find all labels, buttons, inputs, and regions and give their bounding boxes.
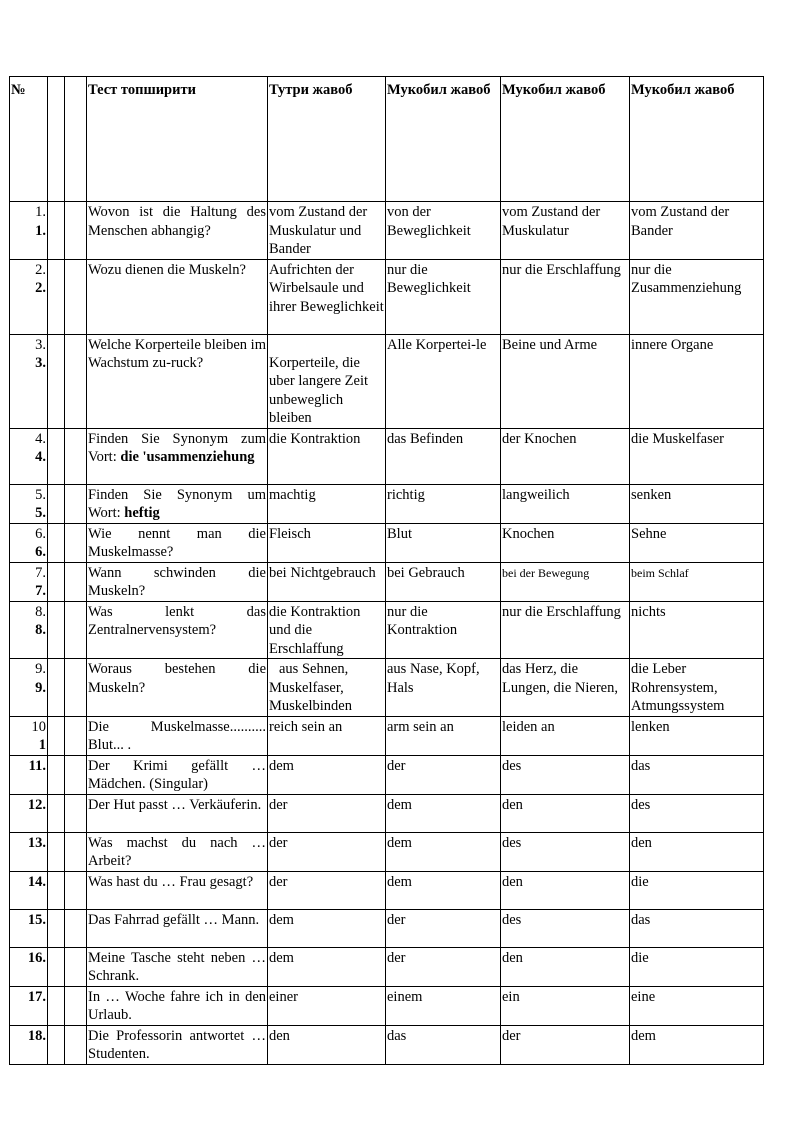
table-row xyxy=(10,794,764,832)
row-number-bold: 3. xyxy=(35,355,46,371)
correct-answer-cell: machtig xyxy=(268,484,386,523)
alternative-3-cell: lenken xyxy=(630,716,764,755)
alternative-3-cell: des xyxy=(630,794,764,832)
alternative-1-cell: arm sein an xyxy=(386,716,501,755)
row-number xyxy=(10,601,48,659)
quiz-table xyxy=(9,76,764,1065)
alternative-1-cell: dem xyxy=(386,871,501,909)
question-cell xyxy=(87,259,268,334)
spacer-cell xyxy=(48,334,65,428)
alternative-2-cell: Knochen xyxy=(501,523,630,562)
alternative-1-cell: das Befinden xyxy=(386,428,501,484)
correct-answer-cell: den xyxy=(268,1025,386,1064)
question-cell xyxy=(87,947,268,986)
alternative-1-cell: Alle Korpertei-le xyxy=(386,334,501,428)
question-text: Was lenkt das Zentralnervensystem? xyxy=(88,603,266,638)
row-number-bold: 15. xyxy=(27,911,46,928)
correct-answer-cell: dem xyxy=(268,909,386,947)
alternative-3-cell: das xyxy=(630,755,764,794)
alternative-3-cell: vom Zustand der Bander xyxy=(630,202,764,260)
row-number-text: 4. xyxy=(35,430,46,447)
alternative-1-cell: einem xyxy=(386,986,501,1025)
alternative-1-cell: das xyxy=(386,1025,501,1064)
spacer-cell xyxy=(48,755,65,794)
spacer-cell xyxy=(48,947,65,986)
question-cell xyxy=(87,794,268,832)
header-spacer xyxy=(65,77,87,202)
alternative-3-cell: innere Organe xyxy=(630,334,764,428)
alternative-1-cell: dem xyxy=(386,832,501,871)
alternative-1-cell: Blut xyxy=(386,523,501,562)
row-number xyxy=(10,523,48,562)
question-cell xyxy=(87,659,268,717)
correct-answer-cell: dem xyxy=(268,755,386,794)
alternative-1-cell: der xyxy=(386,909,501,947)
spacer-cell xyxy=(48,909,65,947)
alternative-2-cell: leiden an xyxy=(501,716,630,755)
row-number xyxy=(10,832,48,871)
correct-answer-cell: Aufrichten der Wirbelsaule und ihrer Beweglichkeit xyxy=(268,259,386,334)
row-number xyxy=(10,1025,48,1064)
header-correct-answer: Тутри жавоб xyxy=(268,77,386,202)
spacer-cell xyxy=(65,1025,87,1064)
row-number-text: 9. xyxy=(35,661,46,677)
correct-answer-cell: Fleisch xyxy=(268,523,386,562)
alternative-2-cell: der Knochen xyxy=(501,428,630,484)
question-text: Was hast du … Frau gesagt? xyxy=(88,873,254,890)
alternative-3-cell: Sehne xyxy=(630,523,764,562)
spacer-cell xyxy=(65,523,87,562)
row-number xyxy=(10,259,48,334)
alternative-1-cell: bei Gebrauch xyxy=(386,562,501,601)
correct-answer-cell: aus Sehnen, Muskelfaser, Muskelbinden xyxy=(268,659,386,717)
spacer-cell xyxy=(65,601,87,659)
spacer-cell xyxy=(65,909,87,947)
alternative-1-cell: dem xyxy=(386,794,501,832)
table-row xyxy=(10,871,764,909)
alternative-2-cell: des xyxy=(501,909,630,947)
alternative-3-cell: eine xyxy=(630,986,764,1025)
alternative-2-cell: nur die Erschlaffung xyxy=(501,259,630,334)
table-row xyxy=(10,986,764,1025)
alternative-2-cell: nur die Erschlaffung xyxy=(501,601,630,659)
row-number-bold: 14. xyxy=(27,873,46,890)
alternative-2-cell: vom Zustand der Muskulatur xyxy=(501,202,630,260)
question-text: Welche Korperteile bleiben im Wachstum zu-ruck? xyxy=(88,336,266,371)
question-text: Der Krimi gefällt … Mädchen. (Singular) xyxy=(88,757,266,792)
row-number-text: 1. xyxy=(35,204,46,220)
correct-answer-cell: bei Nichtgebrauch xyxy=(268,562,386,601)
question-keyword: die 'usammenziehung xyxy=(120,449,255,465)
question-text: Wozu dienen die Muskeln? xyxy=(88,261,246,278)
alternative-3-cell: das xyxy=(630,909,764,947)
row-number-text: 2. xyxy=(35,261,46,278)
alternative-1-cell: der xyxy=(386,755,501,794)
row-number xyxy=(10,562,48,601)
spacer-cell xyxy=(48,259,65,334)
row-number-bold: 1 xyxy=(38,737,46,753)
alternative-3-cell: die xyxy=(630,871,764,909)
alternative-3-cell: den xyxy=(630,832,764,871)
question-text: Wann schwinden die Muskeln? xyxy=(88,564,266,599)
alternative-2-cell: den xyxy=(501,871,630,909)
question-text: Meine Tasche steht neben … Schrank. xyxy=(88,949,266,984)
alternative-1-cell: aus Nase, Kopf, Hals xyxy=(386,659,501,717)
table-row xyxy=(10,259,764,334)
table-row xyxy=(10,334,764,428)
spacer-cell xyxy=(65,562,87,601)
row-number xyxy=(10,484,48,523)
question-text: Woraus bestehen die Muskeln? xyxy=(88,661,266,696)
row-number-bold: 1. xyxy=(35,222,46,239)
correct-answer-cell: die Kontraktion xyxy=(268,428,386,484)
alternative-3-cell: die Leber Rohrensystem, Atmungssystem xyxy=(630,659,764,717)
correct-answer-cell: die Kontraktion und die Erschlaffung xyxy=(268,601,386,659)
row-number xyxy=(10,871,48,909)
question-text: In … Woche fahre ich in den Urlaub. xyxy=(88,988,266,1023)
row-number-bold: 4. xyxy=(35,449,46,465)
alternative-1-cell: nur die Kontraktion xyxy=(386,601,501,659)
row-number-text: 8. xyxy=(35,603,46,620)
row-number xyxy=(10,202,48,260)
spacer-cell xyxy=(65,947,87,986)
alternative-1-cell: nur die Beweglichkeit xyxy=(386,259,501,334)
spacer-cell xyxy=(48,832,65,871)
spacer-cell xyxy=(48,794,65,832)
question-cell xyxy=(87,871,268,909)
question-cell xyxy=(87,1025,268,1064)
table-row xyxy=(10,601,764,659)
correct-answer-cell: der xyxy=(268,832,386,871)
row-number-bold: 17. xyxy=(27,988,46,1005)
question-text: Der Hut passt … Verkäuferin. xyxy=(88,796,262,813)
correct-answer-cell: vom Zustand der Muskulatur und Bander xyxy=(268,202,386,260)
question-cell xyxy=(87,986,268,1025)
header-row xyxy=(10,77,764,202)
row-number-bold: 6. xyxy=(35,544,46,560)
alternative-2-cell: des xyxy=(501,755,630,794)
row-number-text: 10 xyxy=(31,718,46,735)
spacer-cell xyxy=(65,832,87,871)
spacer-cell xyxy=(65,659,87,717)
header-alternative-1: Мукобил жавоб xyxy=(386,77,501,202)
row-number-bold: 13. xyxy=(27,834,46,851)
row-number-bold: 12. xyxy=(27,796,46,813)
spacer-cell xyxy=(65,428,87,484)
alternative-2-cell: der xyxy=(501,1025,630,1064)
row-number-bold: 7. xyxy=(35,583,46,599)
question-cell xyxy=(87,832,268,871)
spacer-cell xyxy=(65,334,87,428)
question-text: Wovon ist die Haltung des Menschen abhangig? xyxy=(88,204,266,239)
question-cell xyxy=(87,601,268,659)
row-number xyxy=(10,794,48,832)
question-text: Das Fahrrad gefällt … Mann. xyxy=(88,911,260,928)
table-row xyxy=(10,484,764,523)
alternative-3-cell: die xyxy=(630,947,764,986)
spacer-cell xyxy=(48,202,65,260)
question-text: Die Professorin antwortet … Studenten. xyxy=(88,1027,266,1062)
spacer-cell xyxy=(48,871,65,909)
table-row xyxy=(10,659,764,717)
spacer-cell xyxy=(48,716,65,755)
question-text: Was machst du nach … Arbeit? xyxy=(88,834,266,869)
table-row xyxy=(10,1025,764,1064)
row-number xyxy=(10,909,48,947)
correct-answer-cell: der xyxy=(268,794,386,832)
spacer-cell xyxy=(65,755,87,794)
question-cell xyxy=(87,428,268,484)
table-row xyxy=(10,202,764,260)
question-cell xyxy=(87,562,268,601)
table-row xyxy=(10,909,764,947)
row-number xyxy=(10,428,48,484)
row-number-bold: 18. xyxy=(27,1027,46,1044)
table-row xyxy=(10,832,764,871)
row-number-text: 3. xyxy=(35,336,46,353)
alternative-2-cell: den xyxy=(501,794,630,832)
question-cell xyxy=(87,523,268,562)
row-number xyxy=(10,334,48,428)
spacer-cell xyxy=(65,202,87,260)
question-cell xyxy=(87,909,268,947)
spacer-cell xyxy=(48,986,65,1025)
question-text: Die Muskelmasse.......... Blut... . xyxy=(88,718,266,753)
question-cell xyxy=(87,202,268,260)
spacer-cell xyxy=(65,794,87,832)
header-number: № xyxy=(10,77,48,202)
alternative-3-cell: nur die Zusammenziehung xyxy=(630,259,764,334)
row-number-bold: 11. xyxy=(28,757,46,774)
alternative-2-cell: das Herz, die Lungen, die Nieren, xyxy=(501,659,630,717)
row-number-text: 6. xyxy=(35,525,46,542)
question-text: Finden Sie Synonym um Wort: xyxy=(88,486,266,521)
alternative-3-cell: nichts xyxy=(630,601,764,659)
row-number-bold: 5. xyxy=(35,505,46,521)
question-cell xyxy=(87,755,268,794)
table-row xyxy=(10,716,764,755)
correct-answer-cell: dem xyxy=(268,947,386,986)
alternative-2-cell: den xyxy=(501,947,630,986)
alternative-1-cell: richtig xyxy=(386,484,501,523)
alternative-3-cell: senken xyxy=(630,484,764,523)
spacer-cell xyxy=(65,986,87,1025)
alternative-2-cell: langweilich xyxy=(501,484,630,523)
row-number-text: 5. xyxy=(35,486,46,503)
spacer-cell xyxy=(48,562,65,601)
header-question: Тест топширити xyxy=(87,77,268,202)
table-row xyxy=(10,755,764,794)
header-alternative-2: Мукобил жавоб xyxy=(501,77,630,202)
header-alternative-3: Мукобил жавоб xyxy=(630,77,764,202)
question-text: Finden Sie Synonym zum Vort: xyxy=(88,430,266,465)
row-number xyxy=(10,716,48,755)
row-number-bold: 16. xyxy=(27,949,46,966)
table-row xyxy=(10,947,764,986)
question-cell xyxy=(87,334,268,428)
correct-answer-cell: reich sein an xyxy=(268,716,386,755)
alternative-2-cell: ein xyxy=(501,986,630,1025)
row-number-bold: 9. xyxy=(35,679,46,696)
row-number-text: 7. xyxy=(35,564,46,581)
alternative-2-cell: Beine und Arme xyxy=(501,334,630,428)
alternative-1-cell: der xyxy=(386,947,501,986)
table-row xyxy=(10,562,764,601)
correct-answer-cell: Korperteile, die uber langere Zeit unbeweglich bleiben xyxy=(268,334,386,428)
table-row xyxy=(10,523,764,562)
spacer-cell xyxy=(65,871,87,909)
spacer-cell xyxy=(48,484,65,523)
row-number xyxy=(10,755,48,794)
question-cell xyxy=(87,716,268,755)
spacer-cell xyxy=(48,428,65,484)
spacer-cell xyxy=(65,484,87,523)
spacer-cell xyxy=(48,659,65,717)
question-keyword: heftig xyxy=(124,505,160,521)
spacer-cell xyxy=(65,716,87,755)
alternative-2-cell: des xyxy=(501,832,630,871)
alternative-2-cell: bei der Bewegung xyxy=(501,562,630,601)
question-cell xyxy=(87,484,268,523)
alternative-3-cell: beim Schlaf xyxy=(630,562,764,601)
question-text: Wie nennt man die Muskelmasse? xyxy=(88,525,266,560)
row-number-bold: 2. xyxy=(35,280,46,296)
alternative-3-cell: die Muskelfaser xyxy=(630,428,764,484)
spacer-cell xyxy=(48,601,65,659)
correct-answer-cell: einer xyxy=(268,986,386,1025)
correct-answer-cell: der xyxy=(268,871,386,909)
row-number-bold: 8. xyxy=(35,622,46,638)
row-number xyxy=(10,659,48,717)
header-spacer xyxy=(48,77,65,202)
spacer-cell xyxy=(48,523,65,562)
row-number xyxy=(10,986,48,1025)
spacer-cell xyxy=(65,259,87,334)
spacer-cell xyxy=(48,1025,65,1064)
alternative-3-cell: dem xyxy=(630,1025,764,1064)
row-number xyxy=(10,947,48,986)
table-row xyxy=(10,428,764,484)
alternative-1-cell: von der Beweglichkeit xyxy=(386,202,501,260)
